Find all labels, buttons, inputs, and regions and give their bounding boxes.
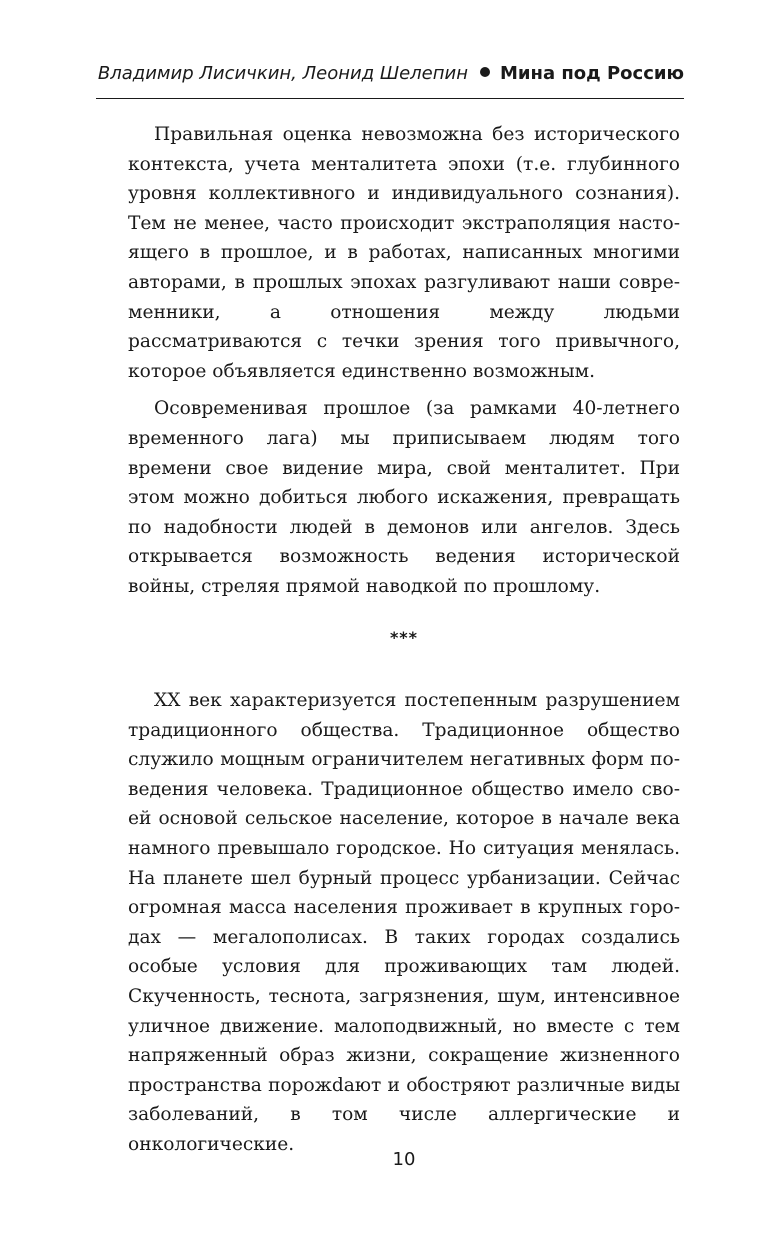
text-block-before-break [128,120,680,610]
section-break: *** [389,628,419,647]
running-header [96,60,684,92]
paragraph: Осовременивая прошлое (за рамками 40-летнего временного лага) мы приписываем людям того времени свое видение мира, свой менталитет. При этом можно добиться любого искажения, превращать по надобности людей в демонов или ангелов. Здесь открывается возможность ведения исторической войны, стреляя прямой наводкой по прошлому. [128,398,680,597]
bullet-separator-icon [480,67,490,77]
header-rule [96,98,684,99]
paragraph: XX век характеризуется постепенным разрушением традиционного общества. Традиционное общество служило мощным ограничителем негативных форм поведения человека. Традиционное общество имело своей основой сельское население, которое в начале века намного превышало городское. Но ситуация менялась. На планете шел бурный процесс урбанизации. Сейчас огромная масса населения проживает в крупных городах — мегалополисах. В таких городах создались особые условия для проживающих там людей. Скученность, теснота, загрязнения, шум, интенсивное уличное движение. малоподвижный, но вместе с тем напряженный образ жизни, сокращение жизненного пространства порожdают и обостряют различные виды заболеваний, в том числе аллергические и онкологические. [128,690,680,1155]
header-authors: Владимир Лисичкин, Леонид Шелепин [97,63,468,84]
page-number: 10 [392,1149,416,1170]
text-block-after-break [128,686,680,1168]
header-book-title: Мина под Россию [500,63,684,84]
paragraph: Правильная оценка невозможна без исторического контекста, учета менталитета эпохи (т.е. глубинного уровня коллективного и индивидуального сознания). Тем не менее, часто происходит экстраполяция настоящего в прошлое, и в работах, написанных многими авторами, в прошлых эпохах разгуливают наши современники, а отношения между людьми рассматриваются с течки зрения того привычного, которое объявляется единственно возможным. [128,124,680,382]
